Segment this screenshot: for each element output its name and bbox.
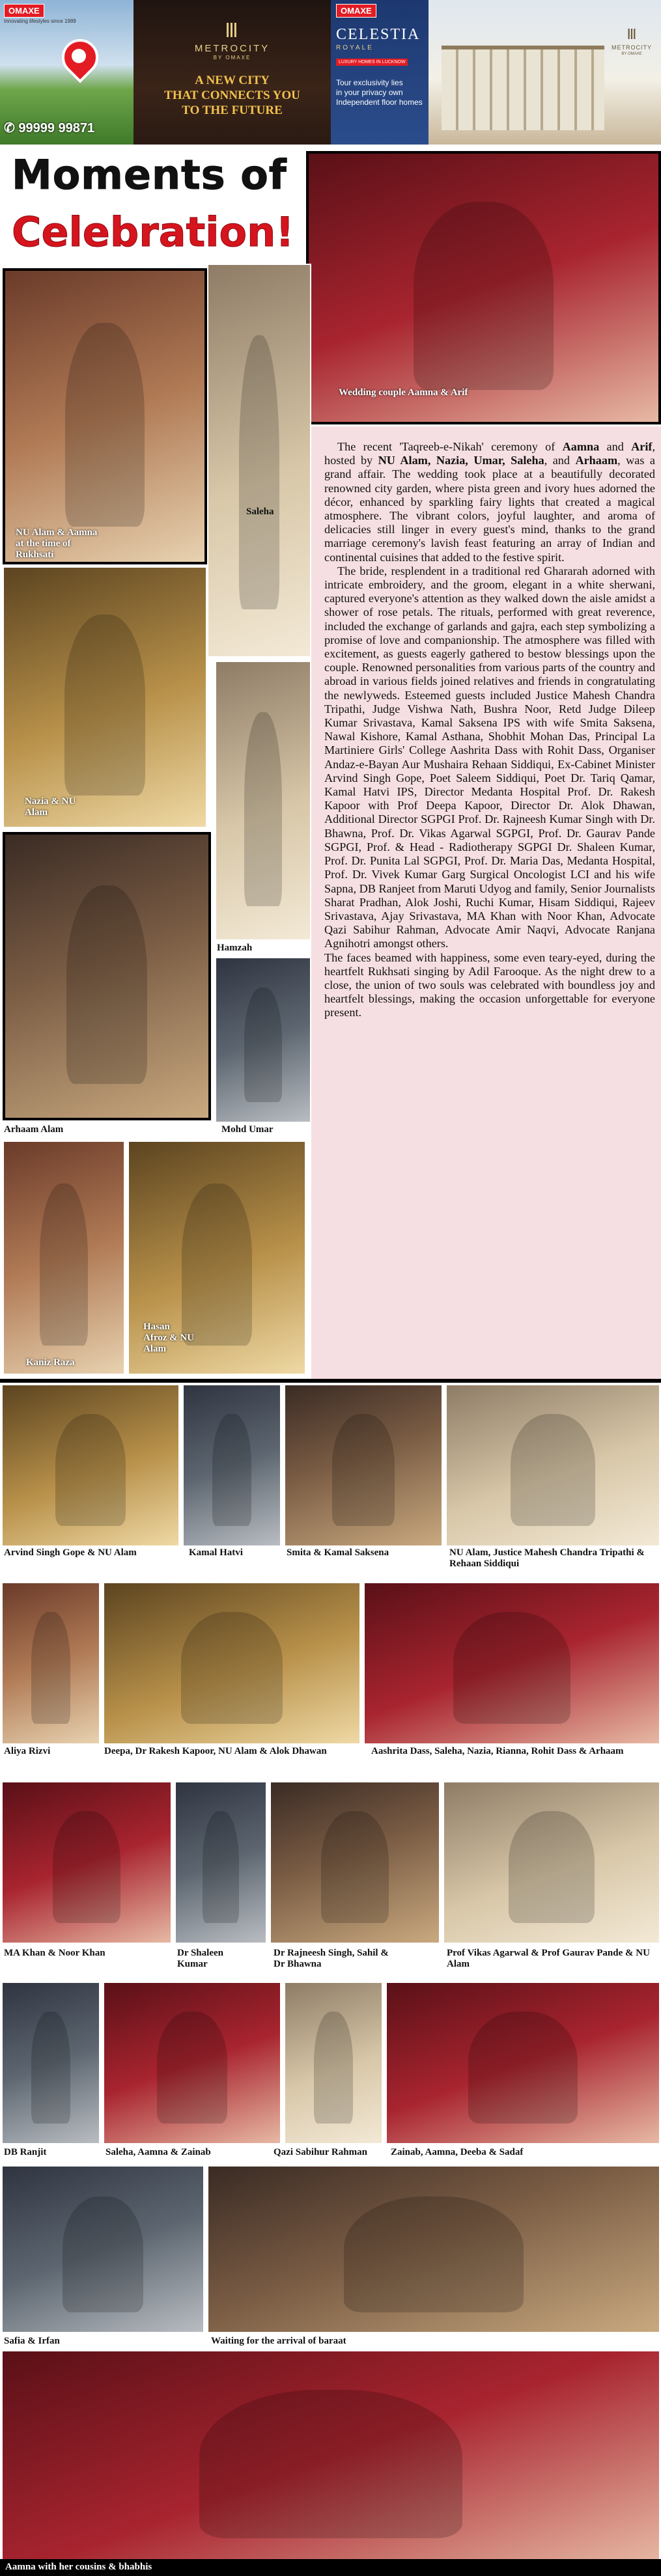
caption-safia: Safia & Irfan	[4, 2336, 60, 2346]
building-icon	[442, 46, 604, 130]
photo-safia[interactable]	[1, 2165, 204, 2333]
metrocity-name: METROCITY	[194, 43, 270, 54]
photo-hamzah[interactable]	[215, 661, 311, 941]
celestia-line-2: in your privacy own	[336, 88, 403, 97]
tagline-line-1: A NEW CITY	[195, 74, 270, 87]
caption-baraat: Waiting for the arrival of baraat	[211, 2336, 346, 2346]
celestia-line-3: Independent floor homes	[336, 98, 423, 107]
photo-makhan[interactable]	[1, 1781, 172, 1944]
caption-wedding-couple: Wedding couple Aamna & Arif	[339, 387, 468, 398]
caption-vikas: Prof Vikas Agarwal & Prof Gaurav Pande & NU Alam	[447, 1948, 650, 1969]
metrocity-ad[interactable]	[0, 0, 331, 145]
page-title-line-2: Celebration!	[12, 208, 294, 256]
photo-smita[interactable]	[284, 1384, 443, 1547]
caption-rajneesh: Dr Rajneesh Singh, Sahil & Dr Bhawna	[274, 1948, 389, 1969]
metrocity-logo-icon: Ⅲ	[225, 20, 240, 42]
caption-smita: Smita & Kamal Saksena	[287, 1547, 389, 1558]
photo-shaleen[interactable]	[175, 1781, 267, 1944]
article-paragraph-3: The faces beamed with happiness, some even teary-eyed, during the heartfelt Rukhsati singing by Adil Farooque. As the night drew to a close, the union of two souls was celebrated with boundless joy and heartfelt blessings, making the occasion unforgettable for everyone present.	[324, 950, 655, 1019]
caption-kaniz: Kaniz Raza	[26, 1357, 75, 1368]
celestia-copy	[336, 78, 423, 107]
caption-hasan: Hasan Afroz & NU Alam	[143, 1322, 195, 1354]
photo-qazi[interactable]	[284, 1982, 383, 2144]
advertisement-banner[interactable]	[0, 0, 661, 145]
metrocity-tagline	[134, 73, 331, 118]
caption-justice: NU Alam, Justice Mahesh Chandra Tripathi & Rehaan Siddiqui	[449, 1547, 645, 1569]
photo-nazia[interactable]	[3, 566, 207, 828]
celestia-line-1: Tour exclusivity lies	[336, 78, 403, 87]
page-title-line-1: Moments of	[12, 151, 287, 199]
caption-saleha: Saleha	[246, 506, 274, 517]
photo-baraat[interactable]	[207, 2165, 660, 2333]
photo-cousins[interactable]	[1, 2350, 660, 2565]
metrocity-sub-2: BY OMAXE	[621, 52, 642, 56]
caption-nazia: Nazia & NU Alam	[25, 796, 76, 818]
photo-aashrita[interactable]	[363, 1582, 660, 1745]
photo-zainab[interactable]	[386, 1982, 660, 2144]
metrocity-logo-icon-2: Ⅲ	[626, 26, 637, 42]
celestia-sub: ROYALE	[336, 44, 374, 51]
tagline-line-3: TO THE FUTURE	[182, 104, 283, 117]
celestia-badge: LUXURY HOMES IN LUCKNOW	[336, 59, 408, 66]
photo-kaniz[interactable]	[3, 1141, 125, 1375]
omaxe-tagline: Innovating lifestyles since 1989	[4, 18, 76, 24]
photo-saleha-group[interactable]	[103, 1982, 281, 2144]
caption-cousins: Aamna with her cousins & bhabhis	[5, 2562, 152, 2572]
omaxe-logo: OMAXE	[4, 4, 44, 18]
photo-aliya[interactable]	[1, 1582, 100, 1745]
caption-hamzah: Hamzah	[217, 943, 253, 953]
caption-ranjit: DB Ranjit	[4, 2147, 47, 2157]
article-paragraph-1: The recent 'Taqreeb-e-Nikah' ceremony of Aamna and Arif, hosted by NU Alam, Nazia, Umar, Saleha, and Arhaam, was a grand affair. The wedding took place at a beautifully decorated renowned city garden, where pista green and ivory hues adorned the décor, enhanced by sparkling fairy lights that created a magical atmosphere. The vibrant colors, joyful laughter, and aroma of delicacies still linger in every guest's mind, thanks to the grand marriage ceremony's lavish feast featuring an array of Indian and continental cuisines that added to the festive spirit.	[324, 440, 656, 564]
pin-dot-icon	[72, 49, 86, 63]
omaxe-logo-2: OMAXE	[336, 4, 376, 18]
photo-rajneesh[interactable]	[270, 1781, 440, 1944]
caption-umar: Mohd Umar	[221, 1124, 274, 1135]
article-paragraph-2: The bride, resplendent in a traditional red Ghararah adorned with intricate embroidery, and the groom, elegant in a white sherwani, captured everyone's attention as they walked down the aisle amidst a shower of rose petals. The rituals, performed with great reverence, included the exchange of garlands and gajra, each step symbolizing a promise of love and companionship. The atmosphere was filled with excitement, as guests eagerly gathered to bestow blessings upon the couple. Renowned personalities from various parts of the country and abroad in various fields joined relatives and friends in congratulating the newlyweds. Esteemed guests included Justice Mahesh Chandra Tripathi, Judge Vishwa Nath, Bushra Noor, Retd Judge Dileep Kumar Srivastava, Kamal Saksena IPS with wife Smita Saksena, Nawal Kishore, Kamal Asthana, Shobhit Mohan Das, Principal La Martiniere Girls' College Aashrita Dass with Rohit Dass, Organiser Andaz-e-Bayan Aur Mushaira Rehaan Siddiqui, Ex-Cabinet Minister Arvind Singh Gope, Poet Saleem Siddiqui, Poet Dr. Tariq Qamar, Kamal Hatvi IPS, Director Medanta Hospital Prof. Dr. Rakesh Kapoor with Prof Deepa Kapoor, Director Dr. Alok Dhawan, Additional Director SGPGI Prof. Dr. Rajneesh Kumar Singh with Dr. Bhawna, Prof. Dr. Vikas Agarwal SGPGI, Prof. Dr. Gaurav Pande SGPGI, Prof. & Head - Radiotherapy SGPGI Dr. Shaleen Kumar, Prof. Dr. Punita Lal SGPGI, Prof. Dr. Maria Das, Medanta Hospital, Prof. Dr. Vivek Kumar Garg Surgical Oncologist LCI and his wife Sapna, DB Ranjeet from Maruti Udyog and family, Senior Journalists Sharat Pradhan, Alok Joshi, Ruchi Kumar, Hisam Siddiqui, Rajeev Srivastava, Ajay Srivastava, MA Khan with Noor Khan, Advocate Qazi Sabihur Rahman, Advocate Amir Naqvi, Advocate Ranjana Agnihotri amongst others.	[324, 564, 655, 950]
celestia-name: CELESTIA	[336, 26, 421, 43]
photo-saleha[interactable]	[207, 264, 311, 658]
photo-hatvi[interactable]	[182, 1384, 281, 1547]
photo-ranjit[interactable]	[1, 1982, 100, 2144]
caption-arhaam: Arhaam Alam	[4, 1124, 64, 1135]
photo-arvind[interactable]	[1, 1384, 180, 1547]
caption-saleha-group: Saleha, Aamna & Zainab	[105, 2147, 211, 2157]
caption-zainab: Zainab, Aamna, Deeba & Sadaf	[391, 2147, 524, 2157]
photo-rukhsati[interactable]	[3, 268, 207, 564]
phone-number-text: 99999 99871	[18, 121, 95, 135]
metrocity-name-2: METROCITY	[612, 44, 652, 51]
celestia-ad[interactable]	[331, 0, 661, 145]
caption-rukhsati: NU Alam & Aamna at the time of Rukhsati	[16, 527, 98, 560]
photo-wedding-couple[interactable]	[306, 151, 661, 424]
article-body	[324, 440, 655, 1020]
divider	[0, 1379, 661, 1383]
phone-number[interactable]: ✆ 99999 99871	[4, 121, 95, 135]
tagline-line-2: THAT CONNECTS YOU	[164, 89, 300, 102]
caption-hatvi: Kamal Hatvi	[189, 1547, 243, 1558]
caption-qazi: Qazi Sabihur Rahman	[274, 2147, 367, 2157]
photo-justice[interactable]	[445, 1384, 660, 1547]
caption-aashrita: Aashrita Dass, Saleha, Nazia, Rianna, Rohit Dass & Arhaam	[371, 1746, 624, 1756]
caption-shaleen: Dr Shaleen Kumar	[177, 1948, 223, 1969]
photo-umar[interactable]	[215, 957, 311, 1123]
metrocity-sub: BY OMAXE	[213, 55, 251, 61]
caption-arvind: Arvind Singh Gope & NU Alam	[4, 1547, 137, 1558]
building-render	[429, 0, 661, 145]
photo-deepa[interactable]	[103, 1582, 361, 1745]
caption-deepa: Deepa, Dr Rakesh Kapoor, NU Alam & Alok Dhawan	[104, 1746, 327, 1756]
photo-arhaam[interactable]	[3, 832, 211, 1120]
metrocity-panel	[134, 0, 331, 145]
caption-aliya: Aliya Rizvi	[4, 1746, 51, 1756]
photo-vikas[interactable]	[443, 1781, 660, 1944]
caption-makhan: MA Khan & Noor Khan	[4, 1948, 105, 1958]
